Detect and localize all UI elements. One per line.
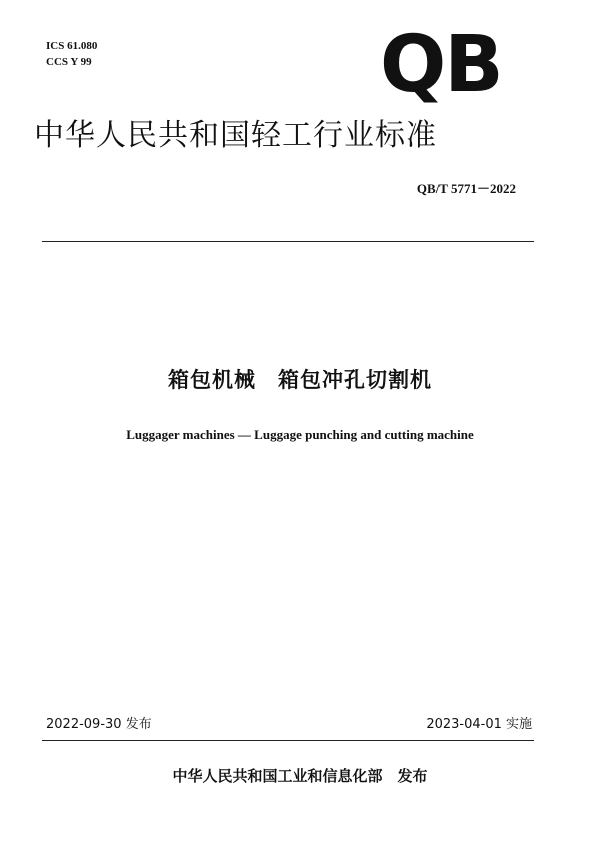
- implementation-date: 2023-04-01 实施: [426, 717, 532, 732]
- issuing-authority: 中华人民共和国工业和信息化部 发布: [172, 767, 428, 785]
- ccs-code: CCS Y 99: [46, 56, 92, 68]
- document-title-chinese: 箱包机械 箱包冲孔切割机: [168, 368, 432, 392]
- top-divider: [42, 241, 534, 242]
- standard-number: QB/T 5771－2022: [416, 181, 516, 196]
- bottom-divider: [42, 740, 534, 741]
- classification-codes: [46, 38, 97, 70]
- industry-standard-heading: 中华人民共和国轻工行业标准: [34, 118, 437, 153]
- ics-code: ICS 61.080: [46, 40, 98, 52]
- qb-logo: QB: [380, 20, 502, 110]
- document-title-english: Luggager machines — Luggage punching and cutting machine: [126, 427, 474, 442]
- issue-date: 2022-09-30 发布: [46, 717, 152, 732]
